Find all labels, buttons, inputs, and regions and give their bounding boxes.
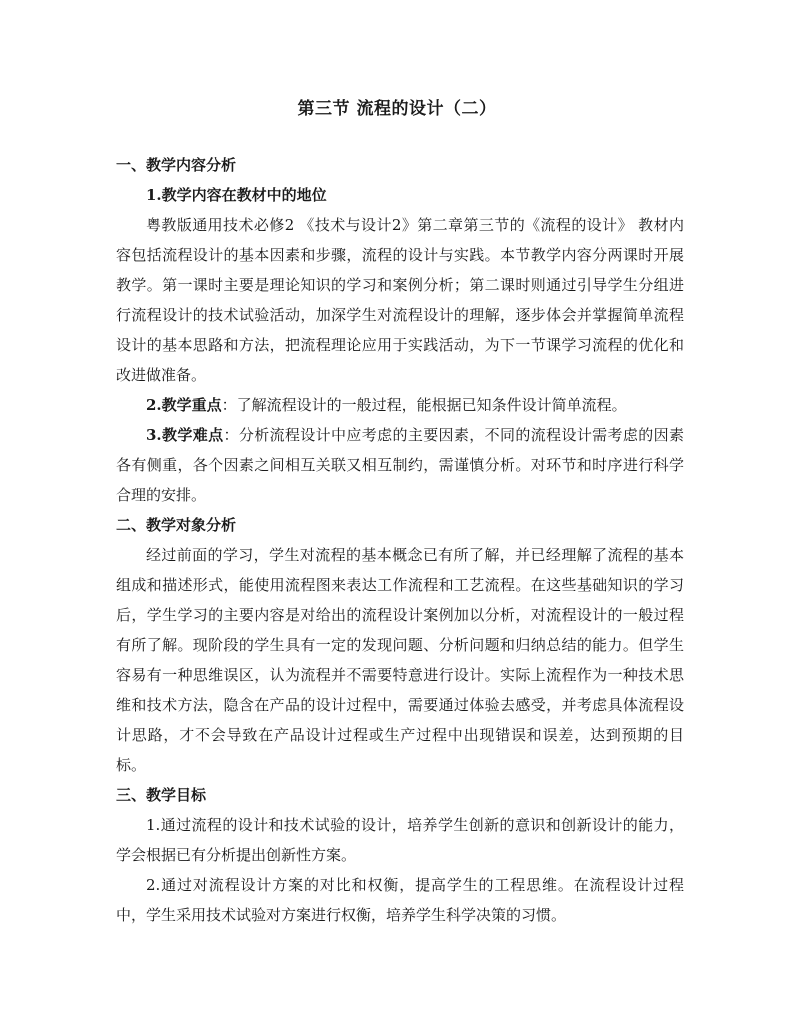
document-title: 第三节 流程的设计（二） (297, 99, 497, 119)
key-points-label: 2.教学重点 (146, 396, 222, 414)
section-heading-learner-analysis: 二、教学对象分析 (116, 516, 237, 534)
objective-item-2: 2.通过对流程设计方案的对比和权衡，提高学生的工程思维。在流程设计过程中，学生采用技术试验对方案进行权衡，培养学生科学决策的习惯。 (116, 876, 684, 924)
key-points-text: ：了解流程设计的一般过程，能根据已知条件设计简单流程。 (221, 396, 627, 414)
paragraph-key-points (116, 390, 684, 420)
paragraph-difficulties (116, 420, 684, 510)
difficulties-text: ：分析流程设计中应考虑的主要因素，不同的流程设计需考虑的因素各有侧重，各个因素之间相互关联又相互制约，需谨慎分析。对环节和时序进行科学合理的安排。 (116, 426, 684, 504)
difficulties-label: 3.教学难点 (146, 426, 224, 444)
subsection-heading-position: 1.教学内容在教材中的地位 (146, 186, 327, 204)
document-body (116, 150, 684, 930)
paragraph-learner-analysis: 经过前面的学习，学生对流程的基本概念已有所了解，并已经理解了流程的基本组成和描述形式，能使用流程图来表达工作流程和工艺流程。在这些基础知识的学习后，学生学习的主要内容是对给出的流程设计案例加以分析，对流程设计的一般过程有所了解。现阶段的学生具有一定的发现问题、分析问题和归纳总结的能力。但学生容易有一种思维误区，认为流程并不需要特意进行设计。实际上流程作为一种技术思维和技术方法，隐含在产品的设计过程中，需要通过体验去感受，并考虑具体流程设计思路，才不会导致在产品设计过程或生产过程中出现错误和误差，达到预期的目标。 (116, 546, 684, 774)
paragraph-position: 粤教版通用技术必修2 《技术与设计2》第二章第三节的《流程的设计》 教材内容包括流程设计的基本因素和步骤，流程的设计与实践。本节教学内容分两课时开展教学。第一课时主要是理论知识的学习和案例分析；第二课时则通过引导学生分组进行流程设计的技术试验活动，加深学生对流程设计的理解，逐步体会并掌握简单流程设计的基本思路和方法，把流程理论应用于实践活动，为下一节课学习流程的优化和改进做准备。 (116, 216, 684, 384)
objective-item-1: 1.通过流程的设计和技术试验的设计，培养学生创新的意识和创新设计的能力，学会根据已有分析提出创新性方案。 (116, 816, 684, 864)
section-heading-content-analysis: 一、教学内容分析 (116, 156, 237, 174)
section-heading-objectives: 三、教学目标 (116, 786, 207, 804)
